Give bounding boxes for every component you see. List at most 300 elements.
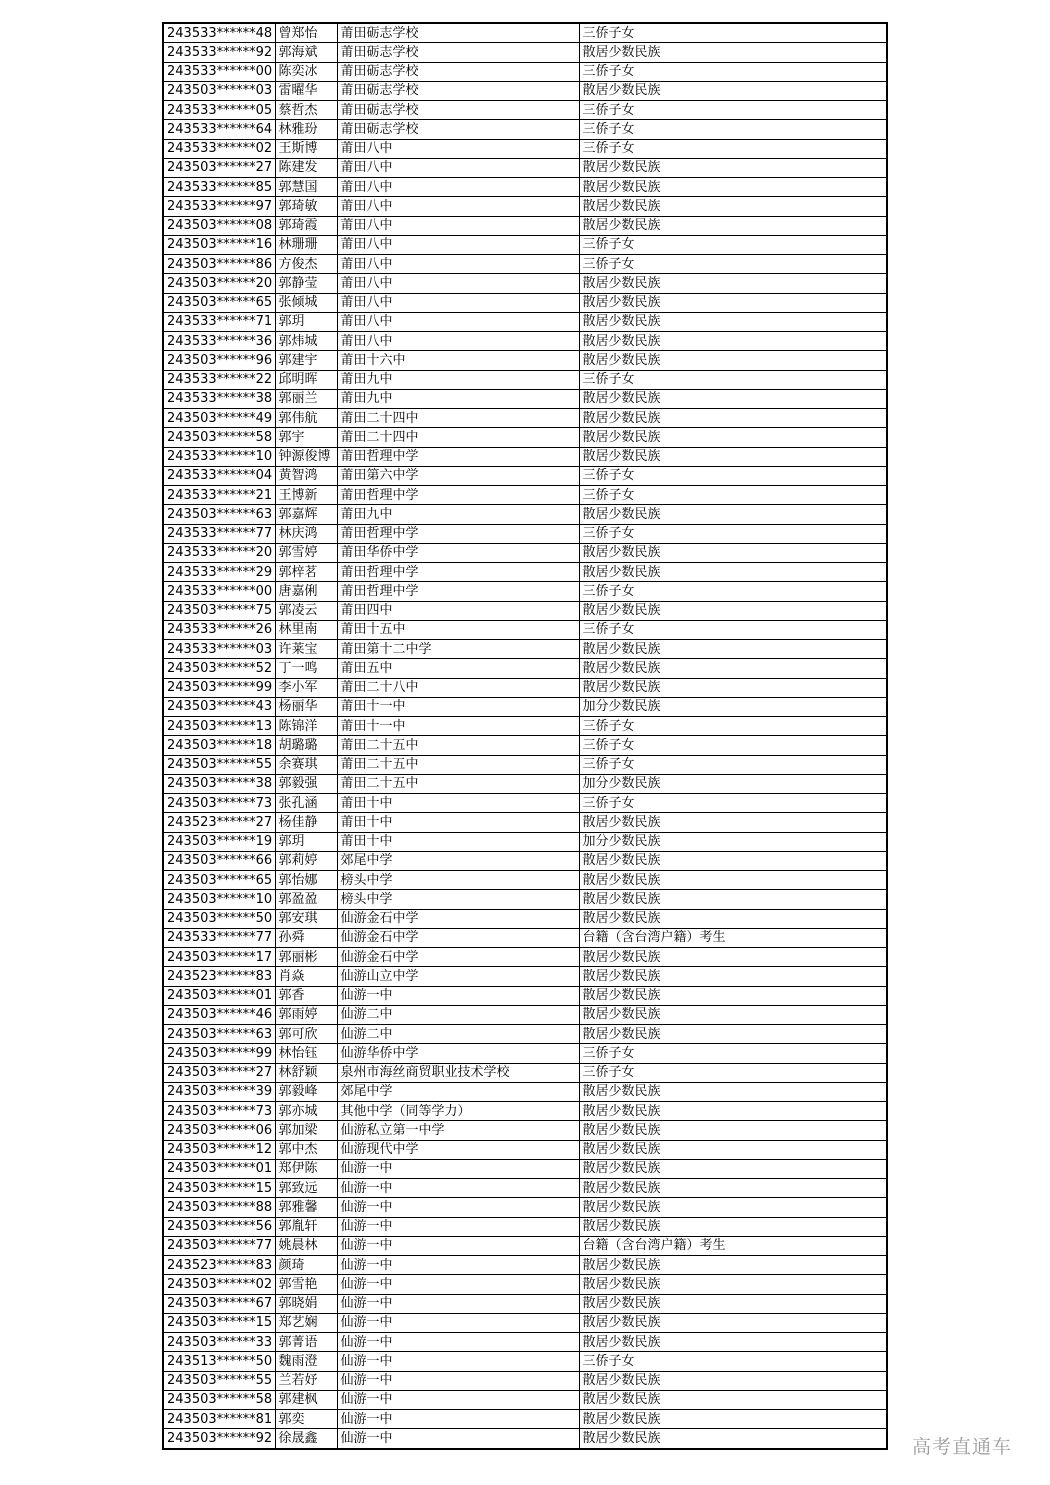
category-cell: 散居少数民族 — [579, 1294, 887, 1313]
exam-id-cell: 243503******99 — [163, 1044, 275, 1063]
student-name-cell: 林里南 — [275, 620, 337, 639]
category-cell: 加分少数民族 — [579, 697, 887, 716]
student-name-cell: 王斯博 — [275, 139, 337, 158]
exam-id-cell: 243503******39 — [163, 1082, 275, 1101]
student-name-cell: 杨佳静 — [275, 813, 337, 832]
school-cell: 莆田八中 — [337, 139, 579, 158]
exam-id-cell: 243533******48 — [163, 23, 275, 43]
exam-id-cell: 243533******85 — [163, 178, 275, 197]
category-cell: 散居少数民族 — [579, 216, 887, 235]
category-cell: 台籍（含台湾户籍）考生 — [579, 928, 887, 947]
exam-id-cell: 243503******66 — [163, 851, 275, 870]
school-cell: 仙游一中 — [337, 1179, 579, 1198]
category-cell: 散居少数民族 — [579, 312, 887, 331]
table-row — [163, 197, 887, 216]
school-cell: 莆田八中 — [337, 178, 579, 197]
student-name-cell: 郭毅峰 — [275, 1082, 337, 1101]
student-name-cell: 钟源俊博 — [275, 447, 337, 466]
roster-table — [162, 22, 888, 1450]
exam-id-cell: 243503******01 — [163, 1159, 275, 1178]
school-cell: 莆田八中 — [337, 235, 579, 254]
category-cell: 三侨子女 — [579, 717, 887, 736]
exam-id-cell: 243503******27 — [163, 158, 275, 177]
school-cell: 仙游一中 — [337, 1294, 579, 1313]
student-name-cell: 郭安琪 — [275, 909, 337, 928]
category-cell: 散居少数民族 — [579, 351, 887, 370]
student-name-cell: 郭建宇 — [275, 351, 337, 370]
category-cell: 散居少数民族 — [579, 1217, 887, 1236]
exam-id-cell: 243533******36 — [163, 332, 275, 351]
category-cell: 散居少数民族 — [579, 81, 887, 100]
school-cell: 莆田砺志学校 — [337, 23, 579, 43]
category-cell: 散居少数民族 — [579, 332, 887, 351]
table-row — [163, 1159, 887, 1178]
category-cell: 散居少数民族 — [579, 274, 887, 293]
category-cell: 散居少数民族 — [579, 1179, 887, 1198]
student-name-cell: 郭莉婷 — [275, 851, 337, 870]
school-cell: 仙游一中 — [337, 1390, 579, 1409]
category-cell: 三侨子女 — [579, 1063, 887, 1082]
category-cell: 散居少数民族 — [579, 640, 887, 659]
exam-id-cell: 243503******67 — [163, 1294, 275, 1313]
student-name-cell: 郭怡娜 — [275, 871, 337, 890]
school-cell: 莆田十中 — [337, 794, 579, 813]
exam-id-cell: 243503******15 — [163, 1313, 275, 1332]
table-row — [163, 582, 887, 601]
exam-id-cell: 243533******04 — [163, 466, 275, 485]
exam-id-cell: 243503******33 — [163, 1333, 275, 1352]
table-row — [163, 986, 887, 1005]
school-cell: 仙游一中 — [337, 1217, 579, 1236]
student-name-cell: 蔡哲杰 — [275, 101, 337, 120]
table-row — [163, 640, 887, 659]
table-row — [163, 139, 887, 158]
exam-id-cell: 243533******00 — [163, 582, 275, 601]
category-cell: 散居少数民族 — [579, 197, 887, 216]
table-row — [163, 312, 887, 331]
exam-id-cell: 243533******64 — [163, 120, 275, 139]
student-name-cell: 郭盈盈 — [275, 890, 337, 909]
category-cell: 散居少数民族 — [579, 1159, 887, 1178]
table-row — [163, 678, 887, 697]
table-row — [163, 274, 887, 293]
table-row — [163, 736, 887, 755]
exam-id-cell: 243503******58 — [163, 1390, 275, 1409]
table-row — [163, 158, 887, 177]
exam-id-cell: 243503******16 — [163, 235, 275, 254]
school-cell: 莆田华侨中学 — [337, 543, 579, 562]
category-cell: 散居少数民族 — [579, 1025, 887, 1044]
table-row — [163, 466, 887, 485]
student-name-cell: 陈奕冰 — [275, 62, 337, 81]
category-cell: 散居少数民族 — [579, 909, 887, 928]
student-name-cell: 郭毅强 — [275, 774, 337, 793]
school-cell: 仙游一中 — [337, 1429, 579, 1449]
student-name-cell: 魏雨澄 — [275, 1352, 337, 1371]
student-name-cell: 张倾城 — [275, 293, 337, 312]
watermark-text: 高考直通车 — [912, 1436, 1013, 1458]
school-cell: 莆田二十五中 — [337, 774, 579, 793]
exam-id-cell: 243503******18 — [163, 736, 275, 755]
category-cell: 散居少数民族 — [579, 1371, 887, 1390]
student-name-cell: 孙舜 — [275, 928, 337, 947]
table-row — [163, 697, 887, 716]
category-cell: 散居少数民族 — [579, 601, 887, 620]
school-cell: 仙游现代中学 — [337, 1140, 579, 1159]
category-cell: 加分少数民族 — [579, 774, 887, 793]
student-name-cell: 郭丽兰 — [275, 389, 337, 408]
school-cell: 仙游一中 — [337, 1410, 579, 1429]
table-row — [163, 178, 887, 197]
exam-id-cell: 243533******38 — [163, 389, 275, 408]
table-row — [163, 1179, 887, 1198]
table-row — [163, 1025, 887, 1044]
student-name-cell: 郭加梁 — [275, 1121, 337, 1140]
table-row — [163, 851, 887, 870]
category-cell: 三侨子女 — [579, 23, 887, 43]
student-name-cell: 雷曜华 — [275, 81, 337, 100]
category-cell: 散居少数民族 — [579, 447, 887, 466]
school-cell: 仙游一中 — [337, 1371, 579, 1390]
student-name-cell: 唐嘉俐 — [275, 582, 337, 601]
school-cell: 仙游华侨中学 — [337, 1044, 579, 1063]
category-cell: 散居少数民族 — [579, 1390, 887, 1409]
school-cell: 仙游金石中学 — [337, 928, 579, 947]
student-name-cell: 郭晓娟 — [275, 1294, 337, 1313]
table-row — [163, 120, 887, 139]
school-cell: 莆田第十二中学 — [337, 640, 579, 659]
student-name-cell: 郭致远 — [275, 1179, 337, 1198]
category-cell: 三侨子女 — [579, 1044, 887, 1063]
category-cell: 散居少数民族 — [579, 813, 887, 832]
school-cell: 莆田十六中 — [337, 351, 579, 370]
table-row — [163, 1275, 887, 1294]
exam-id-cell: 243503******49 — [163, 409, 275, 428]
table-row — [163, 543, 887, 562]
exam-id-cell: 243523******27 — [163, 813, 275, 832]
exam-id-cell: 243533******02 — [163, 139, 275, 158]
exam-id-cell: 243503******55 — [163, 755, 275, 774]
student-name-cell: 郭琦敏 — [275, 197, 337, 216]
category-cell: 加分少数民族 — [579, 832, 887, 851]
student-name-cell: 李小军 — [275, 678, 337, 697]
exam-id-cell: 243533******29 — [163, 563, 275, 582]
student-name-cell: 郭胤轩 — [275, 1217, 337, 1236]
student-name-cell: 郭菁语 — [275, 1333, 337, 1352]
student-name-cell: 方俊杰 — [275, 255, 337, 274]
student-name-cell: 许莱宝 — [275, 640, 337, 659]
school-cell: 泉州市海丝商贸职业技术学校 — [337, 1063, 579, 1082]
table-row — [163, 717, 887, 736]
exam-id-cell: 243533******97 — [163, 197, 275, 216]
category-cell: 散居少数民族 — [579, 543, 887, 562]
exam-id-cell: 243503******50 — [163, 909, 275, 928]
exam-id-cell: 243533******21 — [163, 486, 275, 505]
category-cell: 散居少数民族 — [579, 659, 887, 678]
table-row — [163, 293, 887, 312]
student-name-cell: 郭伟航 — [275, 409, 337, 428]
school-cell: 仙游金石中学 — [337, 909, 579, 928]
exam-id-cell: 243503******88 — [163, 1198, 275, 1217]
table-row — [163, 1371, 887, 1390]
exam-id-cell: 243533******10 — [163, 447, 275, 466]
school-cell: 仙游二中 — [337, 1005, 579, 1024]
school-cell: 莆田十一中 — [337, 717, 579, 736]
table-row — [163, 1429, 887, 1449]
school-cell: 仙游一中 — [337, 1352, 579, 1371]
student-name-cell: 郭丽彬 — [275, 948, 337, 967]
category-cell: 三侨子女 — [579, 466, 887, 485]
table-row — [163, 563, 887, 582]
school-cell: 莆田八中 — [337, 158, 579, 177]
student-name-cell: 郭亦城 — [275, 1102, 337, 1121]
school-cell: 仙游一中 — [337, 1333, 579, 1352]
student-name-cell: 郭雪艳 — [275, 1275, 337, 1294]
student-name-cell: 丁一鸣 — [275, 659, 337, 678]
category-cell: 散居少数民族 — [579, 1410, 887, 1429]
exam-id-cell: 243533******71 — [163, 312, 275, 331]
category-cell: 散居少数民族 — [579, 1082, 887, 1101]
school-cell: 仙游私立第一中学 — [337, 1121, 579, 1140]
student-name-cell: 杨丽华 — [275, 697, 337, 716]
category-cell: 散居少数民族 — [579, 1333, 887, 1352]
table-row — [163, 235, 887, 254]
exam-id-cell: 243503******02 — [163, 1275, 275, 1294]
student-name-cell: 郭玥 — [275, 832, 337, 851]
table-row — [163, 216, 887, 235]
category-cell: 散居少数民族 — [579, 851, 887, 870]
exam-id-cell: 243533******26 — [163, 620, 275, 639]
school-cell: 仙游一中 — [337, 1256, 579, 1275]
category-cell: 散居少数民族 — [579, 1256, 887, 1275]
table-row — [163, 1333, 887, 1352]
exam-id-cell: 243533******77 — [163, 524, 275, 543]
category-cell: 散居少数民族 — [579, 563, 887, 582]
table-row — [163, 1082, 887, 1101]
exam-id-cell: 243503******63 — [163, 1025, 275, 1044]
student-name-cell: 郭中杰 — [275, 1140, 337, 1159]
student-name-cell: 郭宇 — [275, 428, 337, 447]
student-name-cell: 颜琦 — [275, 1256, 337, 1275]
table-row — [163, 1410, 887, 1429]
exam-id-cell: 243513******50 — [163, 1352, 275, 1371]
school-cell: 莆田八中 — [337, 197, 579, 216]
exam-id-cell: 243533******03 — [163, 640, 275, 659]
category-cell: 散居少数民族 — [579, 43, 887, 62]
school-cell: 其他中学（同等学力） — [337, 1102, 579, 1121]
table-row — [163, 389, 887, 408]
category-cell: 三侨子女 — [579, 1352, 887, 1371]
exam-id-cell: 243503******17 — [163, 948, 275, 967]
category-cell: 散居少数民族 — [579, 1005, 887, 1024]
student-name-cell: 郭琦霞 — [275, 216, 337, 235]
student-name-cell: 林怡钰 — [275, 1044, 337, 1063]
category-cell: 散居少数民族 — [579, 1313, 887, 1332]
school-cell: 莆田二十四中 — [337, 428, 579, 447]
exam-id-cell: 243503******20 — [163, 274, 275, 293]
table-row — [163, 928, 887, 947]
school-cell: 莆田九中 — [337, 505, 579, 524]
student-name-cell: 郭香 — [275, 986, 337, 1005]
table-row — [163, 1005, 887, 1024]
table-row — [163, 101, 887, 120]
table-row — [163, 62, 887, 81]
exam-id-cell: 243503******81 — [163, 1410, 275, 1429]
student-name-cell: 陈锦洋 — [275, 717, 337, 736]
table-row — [163, 1352, 887, 1371]
exam-id-cell: 243503******99 — [163, 678, 275, 697]
school-cell: 莆田砺志学校 — [337, 101, 579, 120]
student-name-cell: 黄智鸿 — [275, 466, 337, 485]
school-cell: 仙游一中 — [337, 1236, 579, 1255]
student-name-cell: 王博新 — [275, 486, 337, 505]
category-cell: 散居少数民族 — [579, 1102, 887, 1121]
category-cell: 三侨子女 — [579, 120, 887, 139]
school-cell: 莆田二十四中 — [337, 409, 579, 428]
category-cell: 散居少数民族 — [579, 505, 887, 524]
school-cell: 莆田哲理中学 — [337, 582, 579, 601]
table-row — [163, 890, 887, 909]
school-cell: 莆田二十八中 — [337, 678, 579, 697]
school-cell: 莆田八中 — [337, 312, 579, 331]
category-cell: 台籍（含台湾户籍）考生 — [579, 1236, 887, 1255]
student-name-cell: 胡璐璐 — [275, 736, 337, 755]
school-cell: 莆田砺志学校 — [337, 62, 579, 81]
student-name-cell: 郭奕 — [275, 1410, 337, 1429]
exam-id-cell: 243503******15 — [163, 1179, 275, 1198]
school-cell: 榜头中学 — [337, 871, 579, 890]
exam-id-cell: 243523******83 — [163, 967, 275, 986]
table-row — [163, 1140, 887, 1159]
school-cell: 郊尾中学 — [337, 851, 579, 870]
student-name-cell: 余赛琪 — [275, 755, 337, 774]
exam-id-cell: 243503******10 — [163, 890, 275, 909]
exam-id-cell: 243503******92 — [163, 1429, 275, 1449]
student-name-cell: 邱明晖 — [275, 370, 337, 389]
table-row — [163, 774, 887, 793]
school-cell: 莆田砺志学校 — [337, 43, 579, 62]
student-name-cell: 林庆鸿 — [275, 524, 337, 543]
student-name-cell: 林珊珊 — [275, 235, 337, 254]
table-row — [163, 81, 887, 100]
exam-id-cell: 243503******38 — [163, 774, 275, 793]
category-cell: 散居少数民族 — [579, 967, 887, 986]
category-cell: 三侨子女 — [579, 755, 887, 774]
category-cell: 散居少数民族 — [579, 1275, 887, 1294]
school-cell: 莆田十中 — [337, 813, 579, 832]
exam-id-cell: 243503******01 — [163, 986, 275, 1005]
exam-id-cell: 243503******46 — [163, 1005, 275, 1024]
exam-id-cell: 243523******83 — [163, 1256, 275, 1275]
category-cell: 三侨子女 — [579, 62, 887, 81]
table-row — [163, 1256, 887, 1275]
exam-id-cell: 243503******73 — [163, 1102, 275, 1121]
category-cell: 三侨子女 — [579, 582, 887, 601]
student-name-cell: 郭嘉辉 — [275, 505, 337, 524]
roster-body — [163, 23, 887, 1449]
school-cell: 莆田哲理中学 — [337, 486, 579, 505]
table-row — [163, 43, 887, 62]
school-cell: 莆田九中 — [337, 370, 579, 389]
student-name-cell: 林舒颖 — [275, 1063, 337, 1082]
table-row — [163, 351, 887, 370]
school-cell: 仙游山立中学 — [337, 967, 579, 986]
exam-id-cell: 243503******03 — [163, 81, 275, 100]
category-cell: 三侨子女 — [579, 255, 887, 274]
roster-sheet — [162, 22, 886, 1450]
school-cell: 仙游二中 — [337, 1025, 579, 1044]
table-row — [163, 428, 887, 447]
school-cell: 莆田八中 — [337, 216, 579, 235]
table-row — [163, 370, 887, 389]
category-cell: 散居少数民族 — [579, 871, 887, 890]
exam-id-cell: 243503******65 — [163, 293, 275, 312]
table-row — [163, 813, 887, 832]
exam-id-cell: 243533******20 — [163, 543, 275, 562]
student-name-cell: 肖焱 — [275, 967, 337, 986]
student-name-cell: 郭慧国 — [275, 178, 337, 197]
school-cell: 仙游一中 — [337, 1313, 579, 1332]
category-cell: 散居少数民族 — [579, 678, 887, 697]
table-row — [163, 447, 887, 466]
school-cell: 莆田九中 — [337, 389, 579, 408]
category-cell: 散居少数民族 — [579, 948, 887, 967]
table-row — [163, 409, 887, 428]
category-cell: 三侨子女 — [579, 370, 887, 389]
exam-id-cell: 243533******92 — [163, 43, 275, 62]
exam-id-cell: 243503******63 — [163, 505, 275, 524]
school-cell: 莆田十五中 — [337, 620, 579, 639]
school-cell: 莆田二十五中 — [337, 755, 579, 774]
exam-id-cell: 243503******55 — [163, 1371, 275, 1390]
table-row — [163, 832, 887, 851]
category-cell: 三侨子女 — [579, 524, 887, 543]
category-cell: 散居少数民族 — [579, 1198, 887, 1217]
exam-id-cell: 243503******86 — [163, 255, 275, 274]
table-row — [163, 1044, 887, 1063]
school-cell: 莆田哲理中学 — [337, 563, 579, 582]
table-row — [163, 1294, 887, 1313]
school-cell: 仙游一中 — [337, 1159, 579, 1178]
exam-id-cell: 243503******77 — [163, 1236, 275, 1255]
school-cell: 仙游一中 — [337, 1275, 579, 1294]
category-cell: 散居少数民族 — [579, 1140, 887, 1159]
exam-id-cell: 243503******56 — [163, 1217, 275, 1236]
student-name-cell: 郭梓茗 — [275, 563, 337, 582]
table-row — [163, 1217, 887, 1236]
exam-id-cell: 243533******05 — [163, 101, 275, 120]
category-cell: 散居少数民族 — [579, 178, 887, 197]
student-name-cell: 郭雪婷 — [275, 543, 337, 562]
school-cell: 仙游一中 — [337, 1198, 579, 1217]
exam-id-cell: 243503******12 — [163, 1140, 275, 1159]
student-name-cell: 郭建枫 — [275, 1390, 337, 1409]
school-cell: 莆田五中 — [337, 659, 579, 678]
exam-id-cell: 243533******77 — [163, 928, 275, 947]
student-name-cell: 郭雅馨 — [275, 1198, 337, 1217]
student-name-cell: 林雅玢 — [275, 120, 337, 139]
school-cell: 莆田八中 — [337, 293, 579, 312]
student-name-cell: 曾郑怡 — [275, 23, 337, 43]
exam-id-cell: 243503******73 — [163, 794, 275, 813]
student-name-cell: 郑艺娴 — [275, 1313, 337, 1332]
student-name-cell: 郭炜城 — [275, 332, 337, 351]
table-row — [163, 1102, 887, 1121]
student-name-cell: 郭可欣 — [275, 1025, 337, 1044]
student-name-cell: 姚晨林 — [275, 1236, 337, 1255]
table-row — [163, 659, 887, 678]
exam-id-cell: 243503******06 — [163, 1121, 275, 1140]
